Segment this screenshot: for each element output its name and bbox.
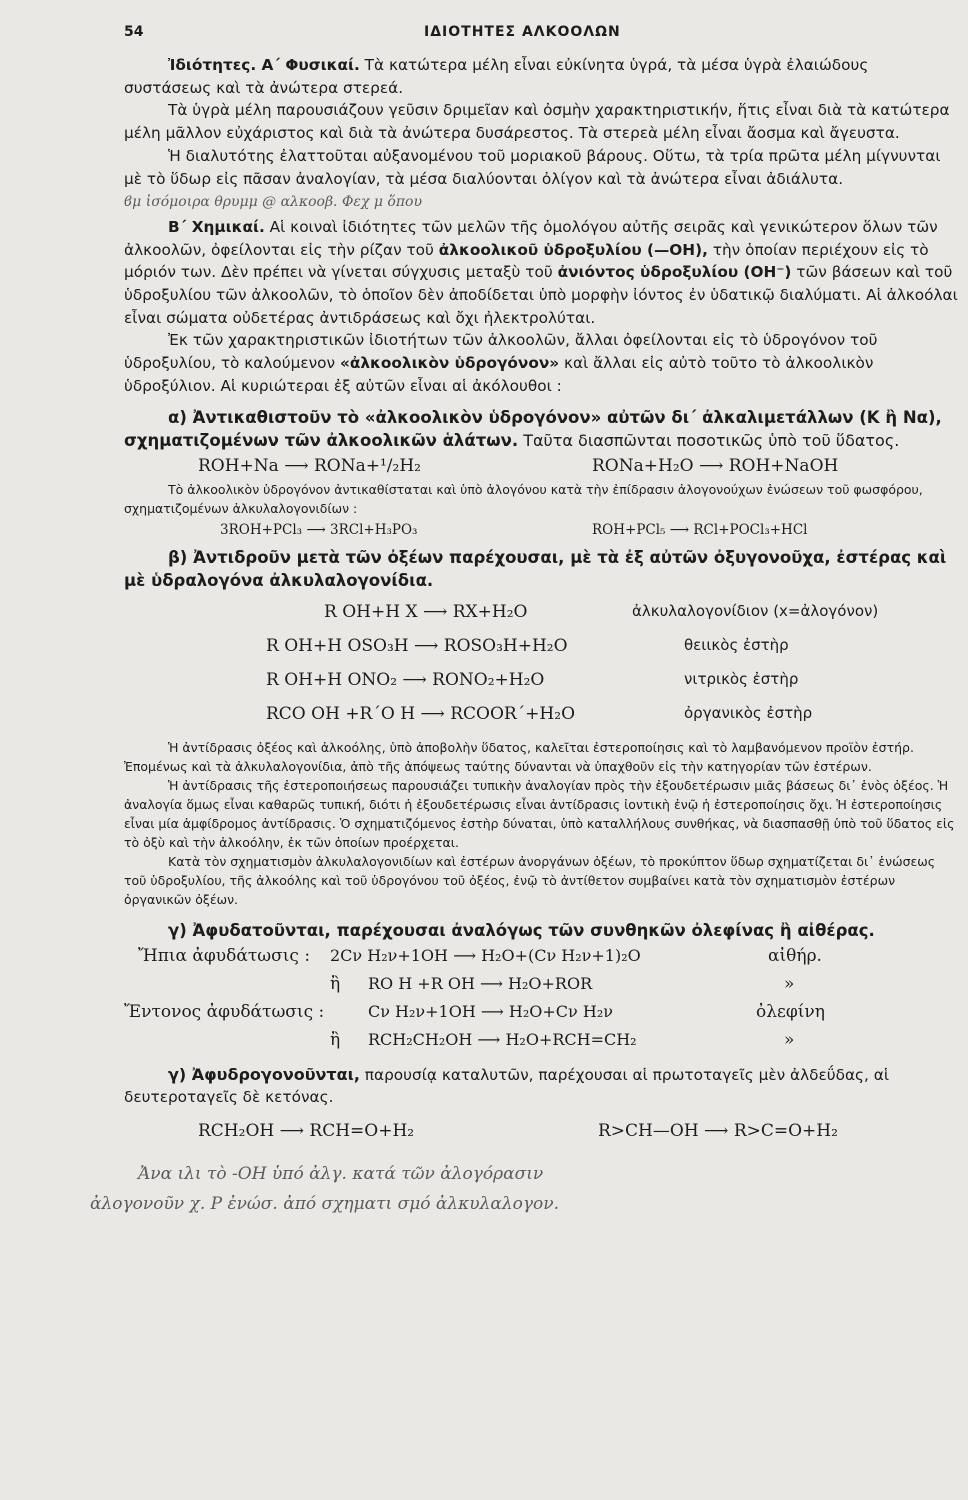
strong-equation-1: Cν H₂ν+1OH ⟶ H₂O+Cν H₂ν: [368, 1001, 613, 1021]
beta-note-2: Ἡ ἀντίδρασις τῆς ἐστεροποιήσεως παρουσιάζει τυπικὴν ἀναλογίαν πρὸς τὴν ἐξουδετέρωσιν μιᾶς βάσεως δι᾽ ἑνὸς ὀξέος. Ἡ ἀναλογία ὅμως εἶναι καθαρῶς τυπική, διότι ἡ ἐξουδετέρωσις εἶναι ἀντίδρασις ἰοντικὴ ἐνῷ ἡ ἐστεροποίησις ὄχι. Ἡ ἐστεροποίησις εἶναι μία ἀμφίδρομος ἀντίδρασις. Ὁ σχηματιζόμενος ἐστὴρ δύναται, ὑπὸ καταλλήλους συνθήκας, νὰ διασπασθῇ ὑπὸ τοῦ ὕδατος εἰς τὸ ὀξὺ καὶ τὴν ἀλκοόλην, ἐκ τῶν ὁποίων προέρχεται.: [124, 777, 955, 850]
mild-equation-1: 2Cν H₂ν+1OH ⟶ H₂O+(Cν H₂ν+1)₂O: [330, 945, 641, 965]
handwritten-line-1: Ἀνα ιλι τὸ -ΟΗ ὑπό ἀλγ. κατά τῶν ἀλογόρασιν: [138, 1163, 544, 1184]
physical-p3: Ἡ διαλυτότης ἐλαττοῦται αὐξανομένου τοῦ μοριακοῦ βάρους. Οὕτω, τὰ τρία πρῶτα μέλη μίγνυνται μὲ τὸ ὕδωρ εἰς πᾶσαν ἀναλογίαν, τὰ μέσα διαλύονται ὀλίγον καὶ τὰ ἀνώτερα εἶναι ἀδιάλυτα. ϐμ ἰσόμοιρα θρυμμ @ αλκοοβ. Φεχ μ ὅπου: [124, 146, 941, 211]
beta-reactions: [124, 598, 958, 734]
reaction-product-name: νιτρικὸς ἐστὴρ: [684, 669, 799, 688]
strong-equation-2: RCH₂CH₂OH ⟶ H₂O+RCH=CH₂: [368, 1029, 637, 1049]
chemical-p1: Β΄ Χημικαί. Αἱ κοιναὶ ἰδιότητες τῶν μελῶν τῆς ὁμολόγου αὐτῆς σειρᾶς καὶ γενικώτερον ὅλων τῶν ἀλκοολῶν, ὀφείλονται εἰς τὴν ρίζαν τοῦ ἀλκοολικοῦ ὑδροξυλίου (—ΟΗ), τὴν ὁποίαν περιέχουν εἰς τὸ μόριόν των. Δὲν πρέπει νὰ γίνεται σύγχυσις μεταξὺ τοῦ ἀνιόντος ὑδροξυλίου (ΟΗ⁻) τῶν βάσεων καὶ τοῦ ὑδροξυλίου τῶν ἀλκοολῶν, τὸ ὁποῖον δὲν ἀποδίδεται ὑπὸ μορφὴν ἰόντος ἐν ὑδατικῷ διαλύματι. Αἱ ἀλκοόλαι εἶναι σώματα οὐδετέρας ἀντιδράσεως καὶ ὄχι ἠλεκτρολύται.: [124, 217, 958, 327]
equation-pcl3: 3ROH+PCl₃ ⟶ 3RCl+H₃PO₃: [220, 521, 418, 538]
chemical-section: [124, 216, 958, 398]
equation-secondary: R>CH—OH ⟶ R>C=O+H₂: [598, 1120, 838, 1141]
physical-p1: Ἰδιότητες. Α΄ Φυσικαί. Τὰ κατώτερα μέλη εἶναι εὐκίνητα ὑγρά, τὰ μέσα ὑγρὰ ἐλαιώδους συστάσεως καὶ τὰ ἀνώτερα στερεά.: [124, 56, 869, 97]
ditto-mark: »: [784, 1029, 795, 1050]
or-label: ἢ: [330, 1029, 341, 1050]
reaction-equation: R OH+H OSO₃H ⟶ ROSO₃H+H₂O: [266, 635, 568, 656]
alpha-equations-1: [124, 452, 958, 480]
ditto-mark: »: [784, 973, 795, 994]
page-header: [124, 20, 958, 50]
reaction-product-name: θειικὸς ἐστὴρ: [684, 635, 789, 654]
reaction-product-name: ὀργανικὸς ἐστὴρ: [684, 703, 813, 722]
running-head: ΙΔΙΟΤΗΤΕΣ ΑΛΚΟΟΛΩΝ: [424, 24, 621, 40]
or-label: ἢ: [330, 973, 341, 994]
page-number: 54: [124, 24, 144, 40]
alpha-heading: α) Ἀντικαθιστοῦν τὸ «ἀλκοολικὸν ὑδρογόνον» αὐτῶν δι΄ ἀλκαλιμετάλλων (Κ ἢ Να), σχηματιζομένων τῶν ἀλκοολικῶν ἁλάτων. Ταῦτα διασπῶνται ποσοτικῶς ὑπὸ τοῦ ὕδατος.: [124, 407, 942, 450]
reaction-row: [124, 632, 958, 666]
chemical-title: Β΄ Χημικαί.: [168, 217, 265, 236]
equation-primary: RCH₂OH ⟶ RCH=O+H₂: [198, 1120, 415, 1141]
handwritten-annotations: [90, 1159, 958, 1219]
reaction-equation: R OH+H ONO₂ ⟶ RONO₂+H₂O: [266, 669, 545, 690]
dehydrogenation-equations: [124, 1117, 958, 1151]
strong-row-2: [124, 1026, 958, 1054]
equation-pcl5: ROH+PCl₅ ⟶ RCl+POCl₃+HCl: [592, 521, 808, 538]
strong-product: ὀλεφίνη: [756, 1001, 825, 1022]
reaction-equation: R OH+H X ⟶ RX+H₂O: [324, 601, 528, 622]
mild-label: Ἤπια ἀφυδάτωσις :: [138, 945, 311, 966]
beta-notes: [124, 738, 958, 909]
strong-row-1: [124, 998, 958, 1026]
beta-heading: β) Ἀντιδροῦν μετὰ τῶν ὀξέων παρέχουσαι, μὲ τὰ ἐξ αὐτῶν ὀξυγονοῦχα, ἐστέρας καὶ μὲ ὑδραλογόνα ἀλκυλαλογονίδια.: [124, 547, 947, 590]
reaction-product-name: ἀλκυλαλογονίδιον (x=ἀλογόνον): [632, 601, 879, 620]
mild-product: αἰθήρ.: [768, 945, 822, 966]
dehydration-block: [124, 942, 958, 1054]
strong-label: Ἔντονος ἀφυδάτωσις :: [124, 1001, 325, 1022]
reaction-row: [124, 700, 958, 734]
beta-note-3: Κατὰ τὸν σχηματισμὸν ἀλκυλαλογονιδίων καὶ ἐστέρων ἀνοργάνων ὀξέων, τὸ προκύπτον ὕδωρ σχηματίζεται δι᾽ ἑνώσεως τοῦ ὑδροξυλίου, τῆς ἀλκοόλης καὶ τοῦ ὑδρογόνου τοῦ ὀξέος, ἐνῷ τὸ ἀντίθετον συμβαίνει κατὰ τὸν σχηματισμὸν ἐστέρων ὀργανικῶν ὀξέων.: [124, 853, 936, 907]
reaction-equation: RCO OH +R΄O H ⟶ RCOOR΄+H₂O: [266, 703, 576, 724]
handwritten-line-2: ἀλογονοῦν χ. Ρ ἐνώσ. ἀπό σχηματι σμό ἀλκυλαλογον.: [90, 1193, 560, 1214]
equation-rona-h2o: RONa+H₂O ⟶ ROH+NaOH: [592, 455, 839, 476]
equation-roh-na: ROH+Na ⟶ RONa+¹/₂H₂: [198, 455, 421, 476]
handwritten-note-1: ϐμ ἰσόμοιρα θρυμμ @ αλκοοβ. Φεχ μ ὅπου: [124, 194, 422, 211]
alpha-text: Τὸ ἀλκοολικὸν ὑδρογόνον ἀντικαθίσταται καὶ ὑπὸ ἀλογόνου κατὰ τὴν ἐπίδρασιν ἀλογονούχων ἑνώσεων τοῦ φωσφόρου, σχηματιζομένων ἀλκυλαλογονιδίων :: [124, 481, 923, 516]
gamma2-heading: γ) Ἀφυδρογονοῦνται, παρουσίᾳ καταλυτῶν, παρέχουσαι αἱ πρωτοταγεῖς μὲν ἀλδεΰδας, αἱ δευτεροταγεῖς δὲ κετόνας.: [124, 1064, 890, 1107]
beta-note-1: Ἡ ἀντίδρασις ὀξέος καὶ ἀλκοόλης, ὑπὸ ἀποβολὴν ὕδατος, καλεῖται ἐστεροποίησις καὶ τὸ λαμβανόμενον προϊὸν ἐστήρ. Ἐπομένως καὶ τὰ ἀλκυλαλογονίδια, ἀπὸ τῆς ἀπόψεως ταύτης δύνανται νὰ ὑπαχθοῦν εἰς τὴν κατηγορίαν τῶν ἐστέρων.: [124, 739, 914, 774]
mild-equation-2: RO H +R OH ⟶ H₂O+ROR: [368, 973, 593, 993]
physical-title: Ἰδιότητες. Α΄ Φυσικαί.: [168, 56, 360, 74]
physical-section: [124, 54, 958, 214]
gamma-heading: γ) Ἀφυδατοῦνται, παρέχουσαι ἀναλόγως τῶν συνθηκῶν ὀλεφίνας ἢ αἰθέρας.: [168, 920, 875, 940]
mild-row-2: [124, 970, 958, 998]
reaction-row: [124, 666, 958, 700]
mild-row-1: [124, 942, 958, 970]
reaction-row: [124, 598, 958, 632]
chemical-p2: Ἐκ τῶν χαρακτηριστικῶν ἰδιοτήτων τῶν ἀλκοολῶν, ἄλλαι ὀφείλονται εἰς τὸ ὑδρογόνον τοῦ ὑδροξυλίου, τὸ καλούμενον «ἀλκοολικὸν ὑδρογόνον» καὶ ἄλλαι εἰς αὐτὸ τοῦτο τὸ ἀλκοολικὸν ὑδροξύλιον. Αἱ κυριώτεραι ἐξ αὐτῶν εἶναι αἱ ἀκόλουθοι :: [124, 331, 878, 395]
alpha-equations-2: [124, 518, 958, 542]
physical-p2: Τὰ ὑγρὰ μέλη παρουσιάζουν γεῦσιν δριμεῖαν καὶ ὀσμὴν χαρακτηριστικήν, ἥτις εἶναι διὰ τὰ κατώτερα μέλη μᾶλλον εὐχάριστος καὶ διὰ τὰ ἀνώτερα δυσάρεστος. Τὰ στερεὰ μέλη εἶναι ἄοσμα καὶ ἄγευστα.: [124, 101, 950, 143]
